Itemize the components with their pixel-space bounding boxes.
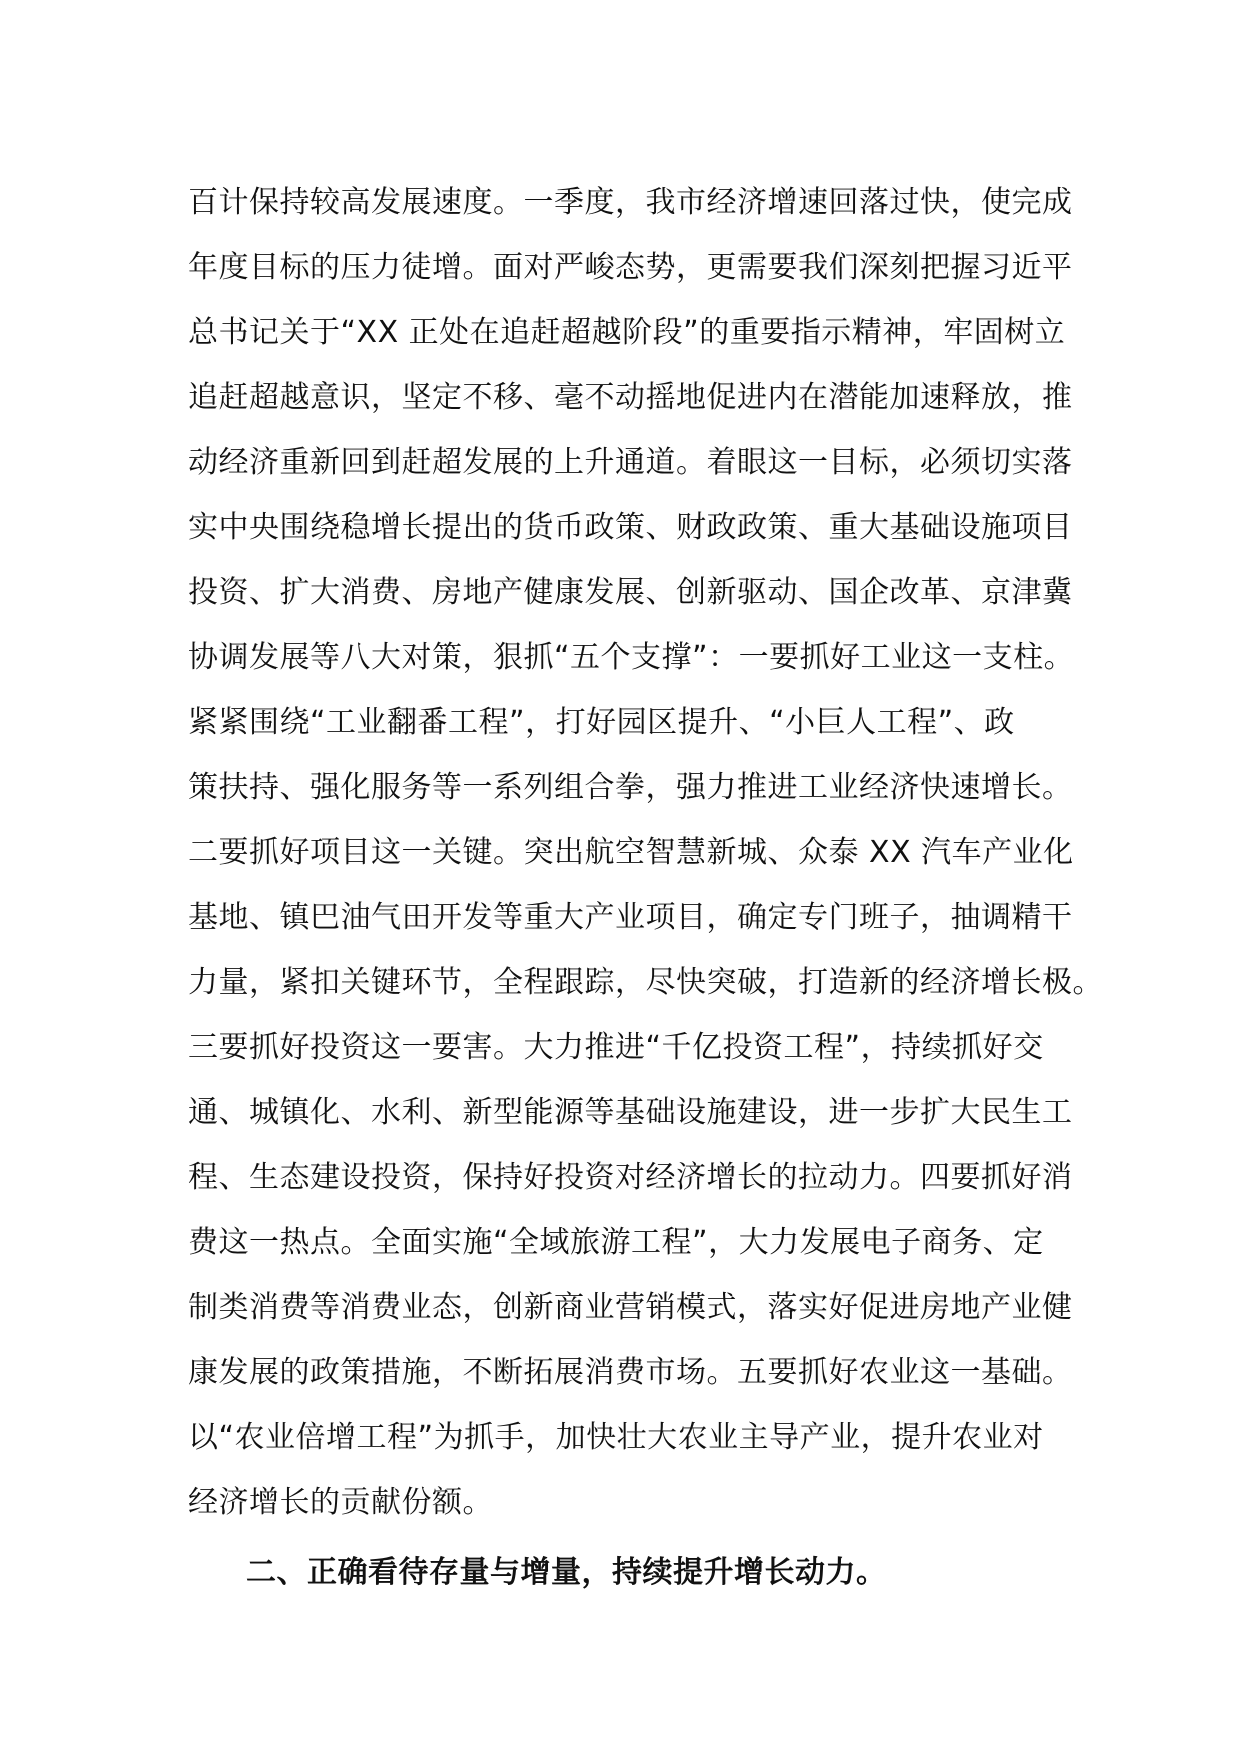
text-line: 紧紧围绕“工业翻番工程”，打好园区提升、“小巨人工程”、政 (188, 705, 1015, 740)
text-line: 协调发展等八大对策，狠抓“五个支撑”：一要抓好工业这一支柱。 (188, 640, 1075, 675)
text-line: 年度目标的压力徒增。面对严峻态势，更需要我们深刻把握习近平 (188, 250, 1073, 285)
section-heading: 二、正确看待存量与增量，持续提升增长动力。 (246, 1555, 887, 1590)
text-line: 动经济重新回到赶超发展的上升通道。着眼这一目标，必须切实落 (188, 445, 1073, 480)
text-line: 制类消费等消费业态，创新商业营销模式，落实好促进房地产业健 (188, 1290, 1073, 1325)
text-line: 追赶超越意识，坚定不移、毫不动摇地促进内在潜能加速释放，推 (188, 380, 1073, 415)
text-line: 以“农业倍增工程”为抓手，加快壮大农业主导产业，提升农业对 (188, 1420, 1044, 1455)
text-line: 投资、扩大消费、房地产健康发展、创新驱动、国企改革、京津冀 (188, 575, 1073, 610)
text-line: 基地、镇巴油气田开发等重大产业项目，确定专门班子，抽调精干 (188, 900, 1073, 935)
text-line: 力量，紧扣关键环节，全程跟踪，尽快突破，打造新的经济增长极。 (188, 965, 1103, 1000)
text-line: 费这一热点。全面实施“全域旅游工程”，大力发展电子商务、定 (188, 1225, 1044, 1260)
text-line: 经济增长的贡献份额。 (188, 1485, 493, 1520)
text-line: 策扶持、强化服务等一系列组合拳，强力推进工业经济快速增长。 (188, 770, 1073, 805)
text-line: 二要抓好项目这一关键。突出航空智慧新城、众泰 XX 汽车产业化 (188, 835, 1074, 870)
text-line: 通、城镇化、水利、新型能源等基础设施建设，进一步扩大民生工 (188, 1095, 1073, 1130)
text-line: 康发展的政策措施，不断拓展消费市场。五要抓好农业这一基础。 (188, 1355, 1073, 1390)
text-line: 总书记关于“XX 正处在追赶超越阶段”的重要指示精神，牢固树立 (188, 315, 1066, 350)
text-line: 三要抓好投资这一要害。大力推进“千亿投资工程”，持续抓好交 (188, 1030, 1044, 1065)
text-line: 百计保持较高发展速度。一季度，我市经济增速回落过快，使完成 (188, 185, 1073, 220)
text-line: 程、生态建设投资，保持好投资对经济增长的拉动力。四要抓好消 (188, 1160, 1073, 1195)
body-paragraph (188, 170, 1103, 1535)
text-line: 实中央围绕稳增长提出的货币政策、财政政策、重大基础设施项目 (188, 510, 1073, 545)
